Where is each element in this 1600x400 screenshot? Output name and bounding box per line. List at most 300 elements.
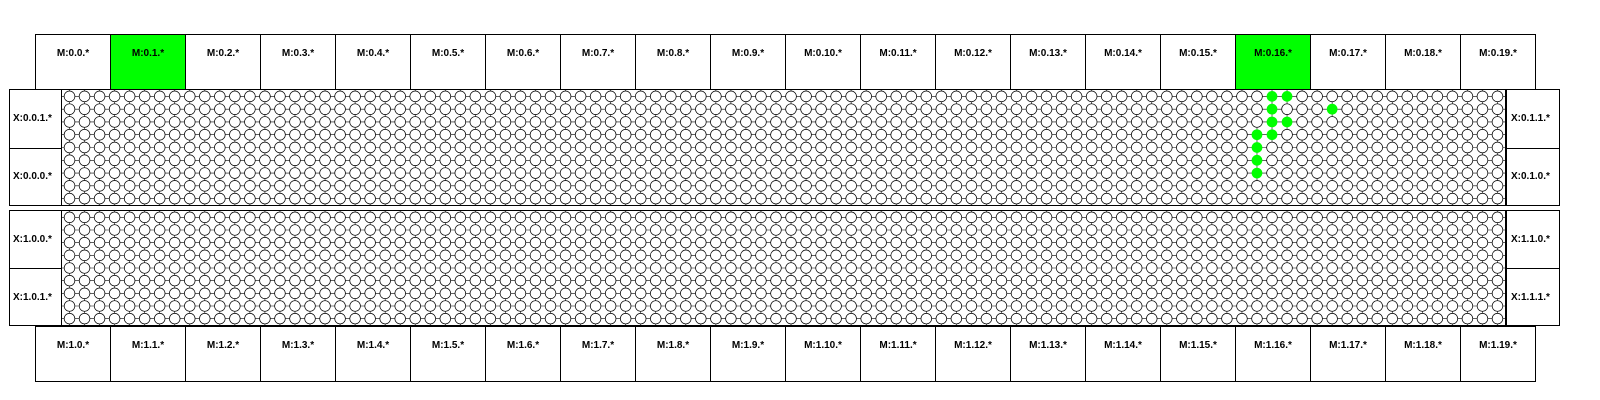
node[interactable]: [395, 225, 406, 236]
node[interactable]: [530, 180, 541, 191]
module-cell-m-1-8[interactable]: M:1.8.*: [635, 326, 711, 382]
node[interactable]: [696, 237, 707, 248]
node[interactable]: [109, 275, 120, 286]
node[interactable]: [861, 142, 872, 153]
node[interactable]: [801, 193, 812, 204]
node[interactable]: [305, 155, 316, 166]
node[interactable]: [1387, 212, 1398, 223]
node[interactable]: [876, 301, 887, 312]
node[interactable]: [816, 301, 827, 312]
node[interactable]: [1222, 193, 1233, 204]
node[interactable]: [1237, 117, 1248, 128]
node[interactable]: [1417, 237, 1428, 248]
node[interactable]: [620, 225, 631, 236]
node[interactable]: [470, 225, 481, 236]
node[interactable]: [1207, 142, 1218, 153]
node[interactable]: [1086, 313, 1097, 324]
node[interactable]: [440, 117, 451, 128]
node[interactable]: [214, 180, 225, 191]
node[interactable]: [470, 168, 481, 179]
node[interactable]: [695, 193, 706, 204]
node[interactable]: [726, 117, 737, 128]
node[interactable]: [440, 193, 451, 204]
node[interactable]: [395, 250, 406, 261]
node[interactable]: [710, 180, 721, 191]
node[interactable]: [1357, 155, 1368, 166]
node[interactable]: [605, 129, 616, 140]
node[interactable]: [275, 263, 286, 274]
node[interactable]: [726, 129, 737, 140]
node[interactable]: [665, 168, 676, 179]
node[interactable]: [650, 117, 661, 128]
node[interactable]: [1282, 225, 1293, 236]
node[interactable]: [635, 168, 646, 179]
node[interactable]: [230, 275, 241, 286]
node[interactable]: [1447, 193, 1458, 204]
node[interactable]: [801, 225, 812, 236]
node[interactable]: [756, 275, 767, 286]
node[interactable]: [1041, 155, 1052, 166]
node[interactable]: [560, 250, 571, 261]
node[interactable]: [515, 313, 526, 324]
node[interactable]: [1207, 263, 1218, 274]
node[interactable]: [951, 237, 962, 248]
node[interactable]: [560, 104, 571, 115]
node[interactable]: [966, 225, 977, 236]
node[interactable]: [816, 237, 827, 248]
node[interactable]: [1177, 288, 1188, 299]
node[interactable]: [365, 91, 376, 102]
node[interactable]: [545, 263, 556, 274]
node[interactable]: [921, 142, 932, 153]
node[interactable]: [1312, 155, 1323, 166]
node[interactable]: [951, 313, 962, 324]
node[interactable]: [665, 104, 676, 115]
node[interactable]: [365, 237, 376, 248]
node[interactable]: [951, 212, 962, 223]
node[interactable]: [1056, 129, 1067, 140]
node[interactable]: [1222, 155, 1233, 166]
node[interactable]: [245, 155, 256, 166]
node[interactable]: [290, 91, 301, 102]
node[interactable]: [1086, 117, 1097, 128]
node[interactable]: [64, 155, 75, 166]
node[interactable]: [1011, 275, 1022, 286]
node[interactable]: [184, 91, 195, 102]
node[interactable]: [1327, 263, 1338, 274]
node[interactable]: [951, 288, 962, 299]
node[interactable]: [365, 212, 376, 223]
node[interactable]: [921, 250, 932, 261]
node[interactable]: [996, 225, 1007, 236]
node[interactable]: [680, 212, 691, 223]
node[interactable]: [169, 301, 180, 312]
node[interactable]: [230, 263, 241, 274]
node[interactable]: [515, 142, 526, 153]
node[interactable]: [1056, 193, 1067, 204]
node[interactable]: [215, 263, 226, 274]
node[interactable]: [590, 168, 601, 179]
node[interactable]: [1101, 250, 1112, 261]
node[interactable]: [1402, 180, 1413, 191]
node[interactable]: [590, 212, 601, 223]
node[interactable]: [1267, 313, 1278, 324]
node[interactable]: [470, 142, 481, 153]
node[interactable]: [1282, 237, 1293, 248]
node[interactable]: [680, 104, 691, 115]
node[interactable]: [79, 91, 90, 102]
node[interactable]: [214, 142, 225, 153]
node[interactable]: [215, 288, 226, 299]
node[interactable]: [275, 288, 286, 299]
node[interactable]: [1237, 212, 1248, 223]
node[interactable]: [620, 313, 631, 324]
node[interactable]: [215, 237, 226, 248]
node[interactable]: [425, 117, 436, 128]
node[interactable]: [1282, 168, 1293, 179]
node[interactable]: [966, 104, 977, 115]
node[interactable]: [1146, 275, 1157, 286]
node[interactable]: [650, 91, 661, 102]
node[interactable]: [1237, 237, 1248, 248]
node[interactable]: [230, 288, 241, 299]
node[interactable]: [455, 237, 466, 248]
node[interactable]: [1342, 104, 1353, 115]
node[interactable]: [515, 91, 526, 102]
node[interactable]: [756, 117, 767, 128]
node[interactable]: [1237, 168, 1248, 179]
node[interactable]: [1086, 142, 1097, 153]
node[interactable]: [695, 91, 706, 102]
node[interactable]: [1432, 275, 1443, 286]
node[interactable]: [861, 275, 872, 286]
node[interactable]: [530, 275, 541, 286]
node[interactable]: [500, 212, 511, 223]
node[interactable]: [921, 180, 932, 191]
node[interactable]: [470, 155, 481, 166]
node[interactable]: [1161, 275, 1172, 286]
node[interactable]: [545, 275, 556, 286]
node[interactable]: [1372, 263, 1383, 274]
node[interactable]: [726, 250, 737, 261]
node[interactable]: [184, 155, 195, 166]
node[interactable]: [1417, 91, 1428, 102]
node[interactable]: [1041, 193, 1052, 204]
node[interactable]: [1086, 91, 1097, 102]
node[interactable]: [425, 168, 436, 179]
node[interactable]: [741, 193, 752, 204]
node[interactable]: [590, 237, 601, 248]
node[interactable]: [500, 301, 511, 312]
node[interactable]: [1011, 155, 1022, 166]
node[interactable]: [139, 250, 150, 261]
node[interactable]: [1462, 180, 1473, 191]
node[interactable]: [1447, 301, 1458, 312]
node[interactable]: [184, 250, 195, 261]
node-active[interactable]: [1252, 129, 1263, 140]
node[interactable]: [440, 250, 451, 261]
node[interactable]: [560, 212, 571, 223]
node[interactable]: [1417, 263, 1428, 274]
node[interactable]: [1101, 129, 1112, 140]
node[interactable]: [1101, 263, 1112, 274]
node[interactable]: [951, 168, 962, 179]
node[interactable]: [620, 180, 631, 191]
node[interactable]: [1267, 168, 1278, 179]
node[interactable]: [1026, 288, 1037, 299]
node[interactable]: [936, 168, 947, 179]
node[interactable]: [906, 237, 917, 248]
node[interactable]: [230, 212, 241, 223]
node[interactable]: [650, 225, 661, 236]
node[interactable]: [470, 180, 481, 191]
node[interactable]: [139, 263, 150, 274]
node[interactable]: [996, 155, 1007, 166]
node[interactable]: [680, 168, 691, 179]
node[interactable]: [1056, 237, 1067, 248]
node[interactable]: [1492, 212, 1503, 223]
node[interactable]: [1086, 155, 1097, 166]
node[interactable]: [260, 91, 271, 102]
node[interactable]: [154, 180, 165, 191]
node[interactable]: [1417, 275, 1428, 286]
node[interactable]: [350, 117, 361, 128]
node[interactable]: [425, 288, 436, 299]
node[interactable]: [124, 91, 135, 102]
node[interactable]: [1477, 91, 1488, 102]
node[interactable]: [590, 263, 601, 274]
node[interactable]: [1447, 142, 1458, 153]
node[interactable]: [530, 193, 541, 204]
node[interactable]: [485, 288, 496, 299]
node[interactable]: [1237, 155, 1248, 166]
node[interactable]: [786, 275, 797, 286]
node[interactable]: [320, 168, 331, 179]
node[interactable]: [260, 237, 271, 248]
node[interactable]: [1101, 168, 1112, 179]
node[interactable]: [1342, 263, 1353, 274]
node[interactable]: [94, 129, 105, 140]
node[interactable]: [335, 250, 346, 261]
node[interactable]: [1041, 117, 1052, 128]
node[interactable]: [515, 129, 526, 140]
node[interactable]: [1312, 129, 1323, 140]
node[interactable]: [1146, 301, 1157, 312]
node[interactable]: [214, 91, 225, 102]
module-cell-m-0-17[interactable]: M:0.17.*: [1310, 34, 1386, 90]
node[interactable]: [756, 225, 767, 236]
node[interactable]: [440, 142, 451, 153]
node[interactable]: [1041, 212, 1052, 223]
node[interactable]: [365, 117, 376, 128]
node[interactable]: [891, 180, 902, 191]
node[interactable]: [1026, 193, 1037, 204]
node[interactable]: [1207, 313, 1218, 324]
node[interactable]: [665, 263, 676, 274]
node[interactable]: [831, 117, 842, 128]
node[interactable]: [846, 301, 857, 312]
node[interactable]: [846, 180, 857, 191]
node[interactable]: [275, 212, 286, 223]
node[interactable]: [1161, 180, 1172, 191]
node[interactable]: [696, 250, 707, 261]
node[interactable]: [1297, 117, 1308, 128]
node[interactable]: [726, 168, 737, 179]
node[interactable]: [1387, 91, 1398, 102]
node[interactable]: [605, 225, 616, 236]
node[interactable]: [1492, 313, 1503, 324]
node[interactable]: [560, 168, 571, 179]
node[interactable]: [786, 142, 797, 153]
node[interactable]: [1417, 104, 1428, 115]
node[interactable]: [1402, 91, 1413, 102]
node[interactable]: [966, 212, 977, 223]
node[interactable]: [876, 91, 887, 102]
node[interactable]: [650, 263, 661, 274]
node[interactable]: [936, 313, 947, 324]
node[interactable]: [1191, 142, 1202, 153]
node[interactable]: [1131, 142, 1142, 153]
node[interactable]: [94, 250, 105, 261]
node[interactable]: [816, 313, 827, 324]
node[interactable]: [1161, 301, 1172, 312]
node[interactable]: [455, 301, 466, 312]
node[interactable]: [1192, 212, 1203, 223]
node[interactable]: [275, 155, 286, 166]
node[interactable]: [635, 250, 646, 261]
node[interactable]: [1192, 225, 1203, 236]
node[interactable]: [545, 225, 556, 236]
node[interactable]: [650, 212, 661, 223]
node[interactable]: [846, 129, 857, 140]
node[interactable]: [1327, 275, 1338, 286]
node[interactable]: [290, 142, 301, 153]
module-cell-m-0-4[interactable]: M:0.4.*: [335, 34, 411, 90]
node[interactable]: [620, 288, 631, 299]
node[interactable]: [1116, 275, 1127, 286]
node[interactable]: [1176, 91, 1187, 102]
node[interactable]: [1312, 180, 1323, 191]
node[interactable]: [575, 142, 586, 153]
node[interactable]: [305, 275, 316, 286]
node[interactable]: [169, 91, 180, 102]
node[interactable]: [425, 142, 436, 153]
node[interactable]: [290, 313, 301, 324]
node[interactable]: [154, 313, 165, 324]
node[interactable]: [801, 313, 812, 324]
node[interactable]: [320, 225, 331, 236]
node[interactable]: [996, 237, 1007, 248]
node[interactable]: [981, 117, 992, 128]
node[interactable]: [1297, 225, 1308, 236]
node[interactable]: [680, 263, 691, 274]
node[interactable]: [64, 193, 75, 204]
node-active[interactable]: [1267, 91, 1278, 102]
node[interactable]: [966, 91, 977, 102]
node[interactable]: [1387, 104, 1398, 115]
node[interactable]: [1131, 237, 1142, 248]
node[interactable]: [921, 117, 932, 128]
node[interactable]: [1387, 237, 1398, 248]
node[interactable]: [1462, 193, 1473, 204]
node[interactable]: [470, 91, 481, 102]
node[interactable]: [425, 91, 436, 102]
node[interactable]: [741, 250, 752, 261]
node[interactable]: [605, 142, 616, 153]
node[interactable]: [184, 104, 195, 115]
node[interactable]: [485, 142, 496, 153]
node[interactable]: [305, 168, 316, 179]
node[interactable]: [260, 263, 271, 274]
node[interactable]: [335, 91, 346, 102]
node[interactable]: [816, 193, 827, 204]
node[interactable]: [741, 212, 752, 223]
node[interactable]: [530, 155, 541, 166]
node[interactable]: [1297, 193, 1308, 204]
node[interactable]: [951, 250, 962, 261]
node[interactable]: [726, 225, 737, 236]
node[interactable]: [1492, 193, 1503, 204]
node[interactable]: [846, 263, 857, 274]
node[interactable]: [1492, 275, 1503, 286]
node[interactable]: [199, 142, 210, 153]
node[interactable]: [981, 275, 992, 286]
node[interactable]: [575, 180, 586, 191]
node[interactable]: [1312, 212, 1323, 223]
node[interactable]: [996, 117, 1007, 128]
node[interactable]: [124, 155, 135, 166]
node[interactable]: [1086, 288, 1097, 299]
node[interactable]: [711, 250, 722, 261]
node[interactable]: [1041, 237, 1052, 248]
node[interactable]: [1056, 168, 1067, 179]
node[interactable]: [1056, 155, 1067, 166]
node[interactable]: [1131, 168, 1142, 179]
node[interactable]: [1357, 91, 1368, 102]
node[interactable]: [485, 250, 496, 261]
node[interactable]: [1387, 155, 1398, 166]
node[interactable]: [94, 104, 105, 115]
node[interactable]: [801, 104, 812, 115]
node[interactable]: [1131, 275, 1142, 286]
node[interactable]: [1267, 275, 1278, 286]
node[interactable]: [275, 117, 286, 128]
node[interactable]: [680, 275, 691, 286]
node[interactable]: [1282, 180, 1293, 191]
node[interactable]: [1116, 263, 1127, 274]
node[interactable]: [861, 104, 872, 115]
node[interactable]: [199, 104, 210, 115]
node[interactable]: [1402, 288, 1413, 299]
node-active[interactable]: [1282, 91, 1293, 102]
node[interactable]: [440, 313, 451, 324]
node-active[interactable]: [1252, 155, 1263, 166]
node[interactable]: [230, 313, 241, 324]
node[interactable]: [635, 155, 646, 166]
node[interactable]: [921, 155, 932, 166]
node[interactable]: [1402, 313, 1413, 324]
node[interactable]: [500, 117, 511, 128]
node[interactable]: [1222, 104, 1233, 115]
node[interactable]: [786, 180, 797, 191]
node[interactable]: [1492, 168, 1503, 179]
node[interactable]: [455, 104, 466, 115]
node[interactable]: [1131, 212, 1142, 223]
node[interactable]: [786, 313, 797, 324]
node[interactable]: [470, 237, 481, 248]
node[interactable]: [786, 225, 797, 236]
node[interactable]: [1146, 237, 1157, 248]
